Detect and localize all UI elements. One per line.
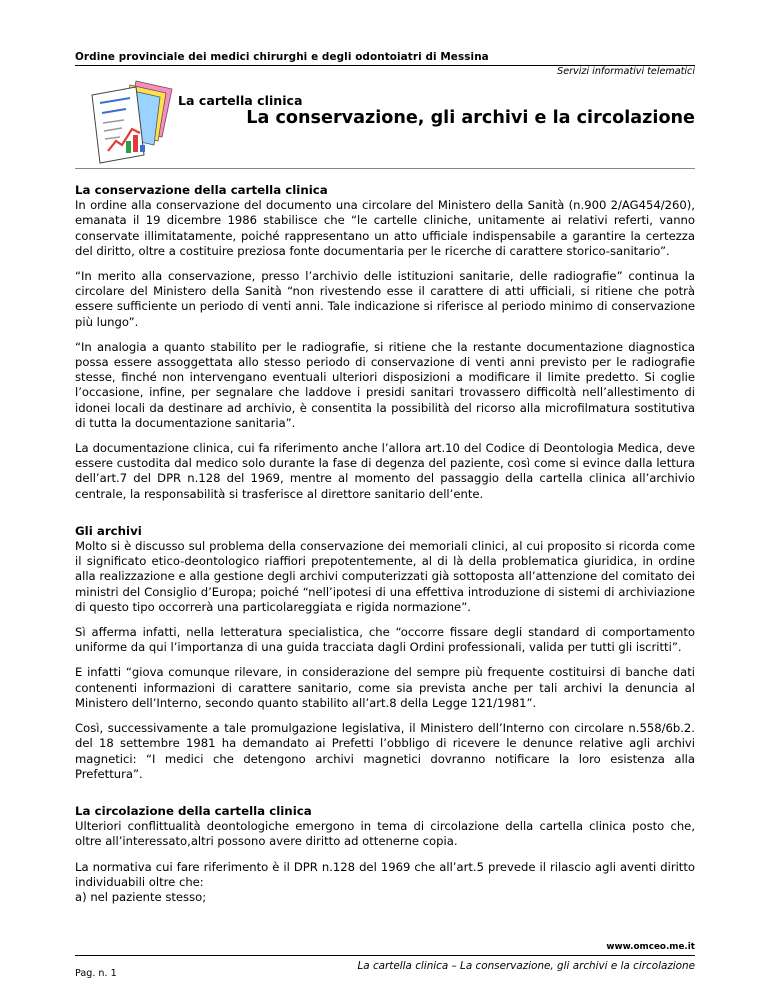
paragraph: “In analogia a quanto stabilito per le radiografie, si ritiene che la restante documentazione diagnostica possa essere assoggettata allo stesso periodo di conservazione di venti anni previsto per le radiografie stesse, finché non intervengano eventuali ulteriori disposizioni a modificare il limite predetto. Si coglie l’occasione, infine, per segnalare che laddove i presidi sanitari trovassero difficoltà nell’allestimento di idonei locali da destinare ad archivio, è consentita la possibilità del ricorso alla microfilmatura sostitutiva di tutta la documentazione sanitaria”.: [75, 339, 695, 430]
list-item: a) nel paziente stesso;: [75, 889, 207, 904]
page-number: Pag. n. 1: [75, 968, 117, 979]
section-heading: La conservazione della cartella clinica: [75, 183, 328, 197]
document-body: [75, 183, 695, 905]
document-subtitle: La cartella clinica: [178, 93, 303, 108]
document-chart-logo: [86, 75, 178, 167]
paragraph: Così, successivamente a tale promulgazione legislativa, il Ministero dell’Interno con circolare n.558/6b.2. del 18 settembre 1981 ha demandato ai Prefetti l’obbligo di ricevere le denunce relative agli archivi magnetici: “I medici che detengono archivi magnetici dovranno notificare la loro esistenza alla Prefettura”.: [75, 721, 695, 781]
paragraph: La normativa cui fare riferimento è il DPR n.128 del 1969 che all’art.5 prevede il rilascio agli aventi diritto individuabili oltre che:: [75, 859, 695, 889]
service-label: Servizi informativi telematici: [557, 66, 695, 77]
paragraph: In ordine alla conservazione del documento una circolare del Ministero della Sanità (n.900 2/AG454/260), emanata il 19 dicembre 1986 stabilisce che “le cartelle cliniche, unitamente ai relativi referti, vanno conservate illimitatamente, poiché rappresentano un atto ufficiale indispensabile a garantire la certezza del diritto, oltre a costituire preziosa fonte documentaria per le ricerche di carattere storico-sanitario”.: [75, 198, 695, 258]
paragraph: Sì afferma infatti, nella letteratura specialistica, che “occorre fissare degli standard di comportamento uniforme da qui l’importanza di una guida tracciata dagli Ordini professionali, valida per tutti gli iscritti”.: [75, 625, 695, 655]
paragraph: Ulteriori conflittualità deontologiche emergono in tema di circolazione della cartella clinica posto che, oltre all’interessato,altri possono avere diritto ad ottenerne copia.: [75, 819, 695, 849]
section-archivi: [75, 524, 695, 782]
page-title: La conservazione, gli archivi e la circolazione: [246, 108, 695, 128]
paragraph: Molto si è discusso sul problema della conservazione dei memoriali clinici, al cui proposito si ricorda come il significato etico-deontologico riaffiori prepotentemente, al di là della problematica giuridica, in ordine alla realizzazione e alla gestione degli archivi computerizzati già sottoposta all’attenzione del comitato dei ministri del Consiglio d’Europa; poiché “nell’ipotesi di una effettiva introduzione di sistemi di archiviazione di questo tipo occorrerà una particolareggiata e rigida normazione”.: [75, 539, 695, 614]
section-conservazione: [75, 183, 695, 502]
footer-url: www.omceo.me.it: [606, 942, 695, 952]
paragraph: La documentazione clinica, cui fa riferimento anche l’allora art.10 del Codice di Deontologia Medica, deve essere custodita dal medico solo durante la fase di degenza del paziente, così come si evince dalla lettura dell’art.7 del DPR n.128 del 1969, mentre al momento del passaggio della cartella clinica all’archivio centrale, la responsabilità si trasferisce al direttore sanitario dell’ente.: [75, 441, 695, 501]
paragraph: E infatti “giova comunque rilevare, in considerazione del sempre più frequente costituirsi di banche dati contenenti informazioni di carattere sanitario, come sia prevista anche per tali archivi la denuncia al Ministero dell’Interno, secondo quanto stabilito all’art.8 della Legge 121/1981”.: [75, 665, 695, 710]
paragraph: “In merito alla conservazione, presso l’archivio delle istituzioni sanitarie, delle radiografie” continua la circolare del Ministero della Sanità “non rivestendo esse il carattere di atti ufficiali, si ritiene che potrà essere sufficiente un periodo di venti anni. Tale indicazione si riferisce al periodo minimo di conservazione più lungo”.: [75, 269, 695, 329]
section-heading: La circolazione della cartella clinica: [75, 803, 312, 818]
footer-rule: [75, 955, 695, 956]
footer-title: La cartella clinica – La conservazione, gli archivi e la circolazione: [357, 960, 695, 972]
organization-name: Ordine provinciale dei medici chirurghi e degli odontoiatri di Messina: [75, 51, 489, 63]
list: [75, 890, 695, 905]
title-rule: [75, 168, 695, 169]
section-circolazione: [75, 804, 695, 905]
section-heading: Gli archivi: [75, 523, 142, 538]
